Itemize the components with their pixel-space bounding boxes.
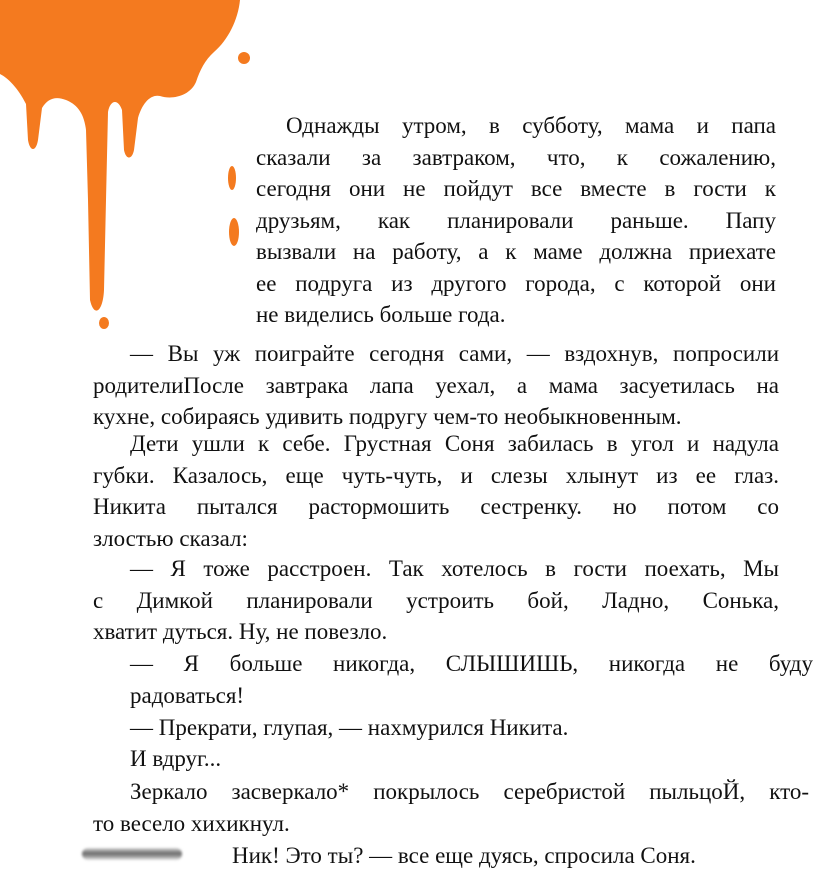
text-line: Однажды утром, в субботу, мама и папа [286,113,776,138]
splash-drop [238,52,250,64]
paragraph-2 [93,338,779,433]
ink-smudge [82,848,182,860]
paragraph-5 [130,648,813,711]
text-line: — Прекрати, глупая, — нахмурился Никита. [130,715,569,740]
text-line: вызвали на работу, а к маме должна приехате [256,239,776,264]
text-line: друзьям, как планировали раньше. Папу [256,207,776,233]
text-line: с Димкой планировали устроить бой, Ладно, Сонька, [93,587,779,613]
text-line: сказали за завтраком, что, к сожалению, [256,144,776,170]
text-line: — Вы уж поиграйте сегодня сами, — вздохнув, попросили [130,341,779,366]
text-line: Ник! Это ты? — все еще дуясь, спросила Соня. [232,843,696,868]
splash-drop [99,317,109,329]
text-line: — Я больше никогда, СЛЫШИШЬ, никогда не буду [130,651,813,676]
paragraph-4 [93,553,779,648]
paragraph-1 [256,110,776,331]
paragraph-7 [130,743,530,775]
splash-drop [228,166,236,190]
text-line: сегодня они не пойдут все вместе в гости к [256,176,776,201]
text-line: злостью сказал: [93,525,248,551]
text-line: Никита пытался растормошить сестренку. но потом со [93,494,779,519]
text-line: кухне, собираясь удивить подругу чем-то необыкновенным. [93,404,682,429]
text-line: радоваться! [130,682,245,708]
paragraph-3 [93,428,779,554]
text-line: Дети ушли к себе. Грустная Соня забилась в угол и надула [130,431,779,456]
paragraph-9 [232,840,792,872]
text-line: не виделись больше года. [256,302,506,327]
paragraph-8 [93,776,809,839]
text-line: ее подруга из другого города, с которой они [256,270,776,296]
splash-blob [0,0,240,311]
text-line: то весело хихикнул. [93,810,290,836]
text-line: родителиПосле завтрака лапа уехал, а мама засуетилась на [93,372,779,398]
splash-drop [229,218,239,246]
text-line: — Я тоже расстроен. Так хотелось в гости поехать, Мы [130,556,779,581]
paragraph-6 [130,712,730,744]
text-line: губки. Казалось, еще чуть-чуть, и слезы хлынут из ее глаз. [93,462,779,488]
text-line: Зеркало засверкало* покрылось серебристой пыльцоЙ, кто- [130,779,809,804]
text-line: хватит дуться. Ну, не повезло. [93,619,388,644]
text-line: И вдруг... [130,746,222,771]
orange-paint-splash [0,0,260,340]
